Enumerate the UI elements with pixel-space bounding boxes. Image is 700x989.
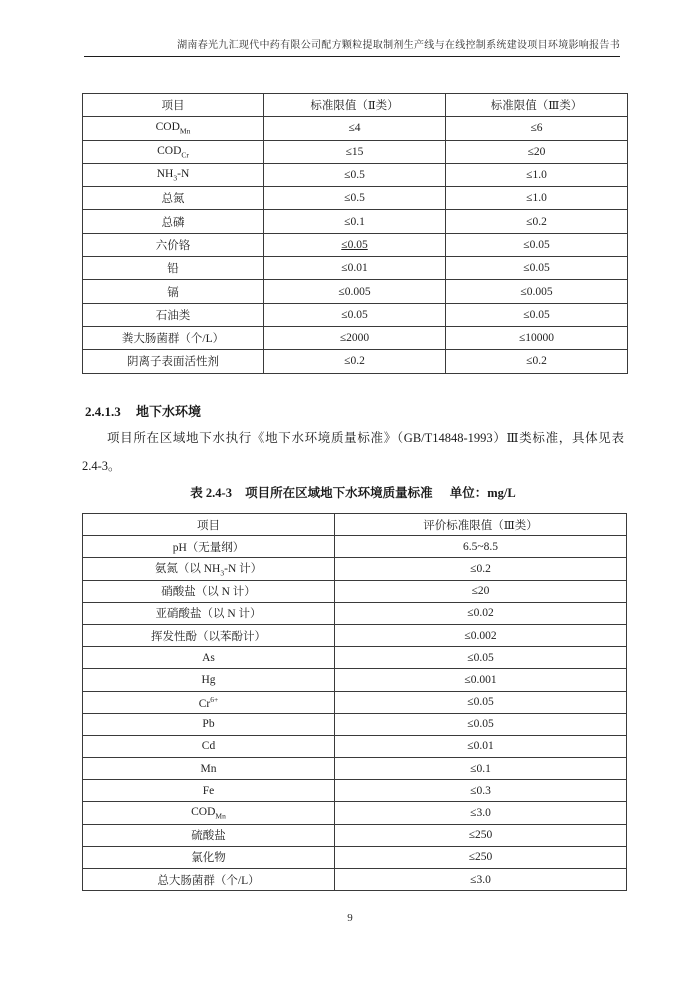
table-cell: ≤0.01 <box>335 735 627 757</box>
table-cell: 六价铬 <box>83 233 264 256</box>
table-cell: ≤15 <box>264 140 446 163</box>
section-number: 2.4.1.3 <box>85 404 121 419</box>
table-cell: ≤250 <box>335 846 627 868</box>
table-cell: ≤0.01 <box>264 257 446 280</box>
table-cell: As <box>83 647 335 669</box>
table-cell: 铅 <box>83 257 264 280</box>
table-cell: Hg <box>83 669 335 691</box>
table-cell: ≤0.05 <box>446 233 628 256</box>
table-cell: ≤20 <box>335 580 627 602</box>
table-row <box>83 758 627 780</box>
section-heading <box>85 401 201 420</box>
table-cell: ≤0.002 <box>335 624 627 646</box>
column-header: 项目 <box>83 514 335 536</box>
table-caption <box>82 483 624 501</box>
table-cell: ≤0.05 <box>264 303 446 326</box>
table-cell: Fe <box>83 780 335 802</box>
table-cell: $NH_3-N$ <box>83 163 264 186</box>
table-cell: ≤10000 <box>446 326 628 349</box>
table-cell: 6.5~8.5 <box>335 536 627 558</box>
table-row <box>83 558 627 580</box>
table-row <box>83 824 627 846</box>
table-row <box>83 735 627 757</box>
table-row <box>83 140 628 163</box>
table-caption-label: 表 2.4-3 <box>190 486 232 500</box>
table-cell: ≤0.05 <box>335 691 627 713</box>
table-row <box>83 280 628 303</box>
table-row <box>83 163 628 186</box>
table-cell: 阴离子表面活性剂 <box>83 350 264 373</box>
table-cell: ≤4 <box>264 117 446 140</box>
column-header: 项目 <box>83 94 264 117</box>
table-row <box>83 350 628 373</box>
table-row <box>83 602 627 624</box>
page-number: 9 <box>347 912 353 924</box>
table-cell: pH（无量纲） <box>83 536 335 558</box>
table-cell: $COD_{Mn}$ <box>83 802 335 824</box>
table-cell: ≤1.0 <box>446 187 628 210</box>
column-header: 标准限值（Ⅱ类） <box>264 94 446 117</box>
table-cell: ≤0.2 <box>335 558 627 580</box>
table-cell: 亚硝酸盐（以 N 计） <box>83 602 335 624</box>
body-paragraph: 项目所在区域地下水执行《地下水环境质量标准》（GB/T14848-1993）Ⅲ类标准，具体见表 2.4-3。 <box>82 431 624 473</box>
table-cell: $Cr^{6+}$ <box>83 691 335 713</box>
table-row <box>83 713 627 735</box>
table-header-row <box>83 94 628 117</box>
table-cell: ≤0.05 <box>446 257 628 280</box>
table-cell: ≤0.001 <box>335 669 627 691</box>
table-cell: ≤250 <box>335 824 627 846</box>
table-row <box>83 233 628 256</box>
table-cell: ≤0.2 <box>446 350 628 373</box>
table-cell: ≤3.0 <box>335 802 627 824</box>
table-cell: Mn <box>83 758 335 780</box>
table-cell: ≤0.05 <box>264 233 446 256</box>
table-cell: ≤0.1 <box>335 758 627 780</box>
table-header-row <box>83 514 627 536</box>
table-row <box>83 536 627 558</box>
table-row <box>83 669 627 691</box>
table-caption-title: 项目所在区域地下水环境质量标准 <box>245 486 433 500</box>
table-row <box>83 187 628 210</box>
table-cell: Pb <box>83 713 335 735</box>
table-cell: ≤0.5 <box>264 163 446 186</box>
table-cell: ≤1.0 <box>446 163 628 186</box>
table-cell: ≤0.5 <box>264 187 446 210</box>
table-cell: ≤0.3 <box>335 780 627 802</box>
document-header-title: 湖南春光九汇现代中药有限公司配方颗粒提取制剂生产线与在线控制系统建设项目环境影响报告书 <box>177 40 620 51</box>
table-row <box>83 326 628 349</box>
table-cell: $COD_{Mn}$ <box>83 117 264 140</box>
table-cell: ≤0.05 <box>335 647 627 669</box>
table-row <box>83 647 627 669</box>
table-cell: 硝酸盐（以 N 计） <box>83 580 335 602</box>
table-cell: ≤0.02 <box>335 602 627 624</box>
groundwater-standards-table <box>82 513 627 891</box>
table-cell: Cd <box>83 735 335 757</box>
table-cell: ≤0.2 <box>446 210 628 233</box>
table-cell: ≤0.05 <box>446 303 628 326</box>
column-header: 标准限值（Ⅲ类） <box>446 94 628 117</box>
table-row <box>83 691 627 713</box>
table-row <box>83 846 627 868</box>
table-row <box>83 117 628 140</box>
table-cell: 石油类 <box>83 303 264 326</box>
table-caption-unit: 单位：mg/L <box>449 486 516 500</box>
table-cell: 粪大肠菌群（个/L） <box>83 326 264 349</box>
table-cell: 镉 <box>83 280 264 303</box>
table-row <box>83 780 627 802</box>
table-row <box>83 257 628 280</box>
table-cell: ≤6 <box>446 117 628 140</box>
table-cell: ≤0.005 <box>446 280 628 303</box>
document-header <box>84 36 620 57</box>
table-cell: 总磷 <box>83 210 264 233</box>
table-cell: $COD_{Cr}$ <box>83 140 264 163</box>
table-row <box>83 624 627 646</box>
table-cell: 氯化物 <box>83 846 335 868</box>
table-cell: 硫酸盐 <box>83 824 335 846</box>
surface-water-standards-table <box>82 93 628 374</box>
table-row <box>83 869 627 891</box>
table-cell: ≤0.005 <box>264 280 446 303</box>
table-cell: ≤0.05 <box>335 713 627 735</box>
table-row <box>83 802 627 824</box>
table-cell: 挥发性酚（以苯酚计） <box>83 624 335 646</box>
section-title: 地下水环境 <box>136 404 202 419</box>
table-cell: ≤2000 <box>264 326 446 349</box>
table-row <box>83 580 627 602</box>
table-cell: ≤3.0 <box>335 869 627 891</box>
table-cell: 总氮 <box>83 187 264 210</box>
column-header: 评价标准限值（Ⅲ类） <box>335 514 627 536</box>
table-row <box>83 210 628 233</box>
table-cell: ≤20 <box>446 140 628 163</box>
table-cell: ≤0.1 <box>264 210 446 233</box>
table-cell: 氨氮（以 $NH_3-N$ 计） <box>83 558 335 580</box>
table-cell: ≤0.2 <box>264 350 446 373</box>
table-row <box>83 303 628 326</box>
table-cell: 总大肠菌群（个/L） <box>83 869 335 891</box>
